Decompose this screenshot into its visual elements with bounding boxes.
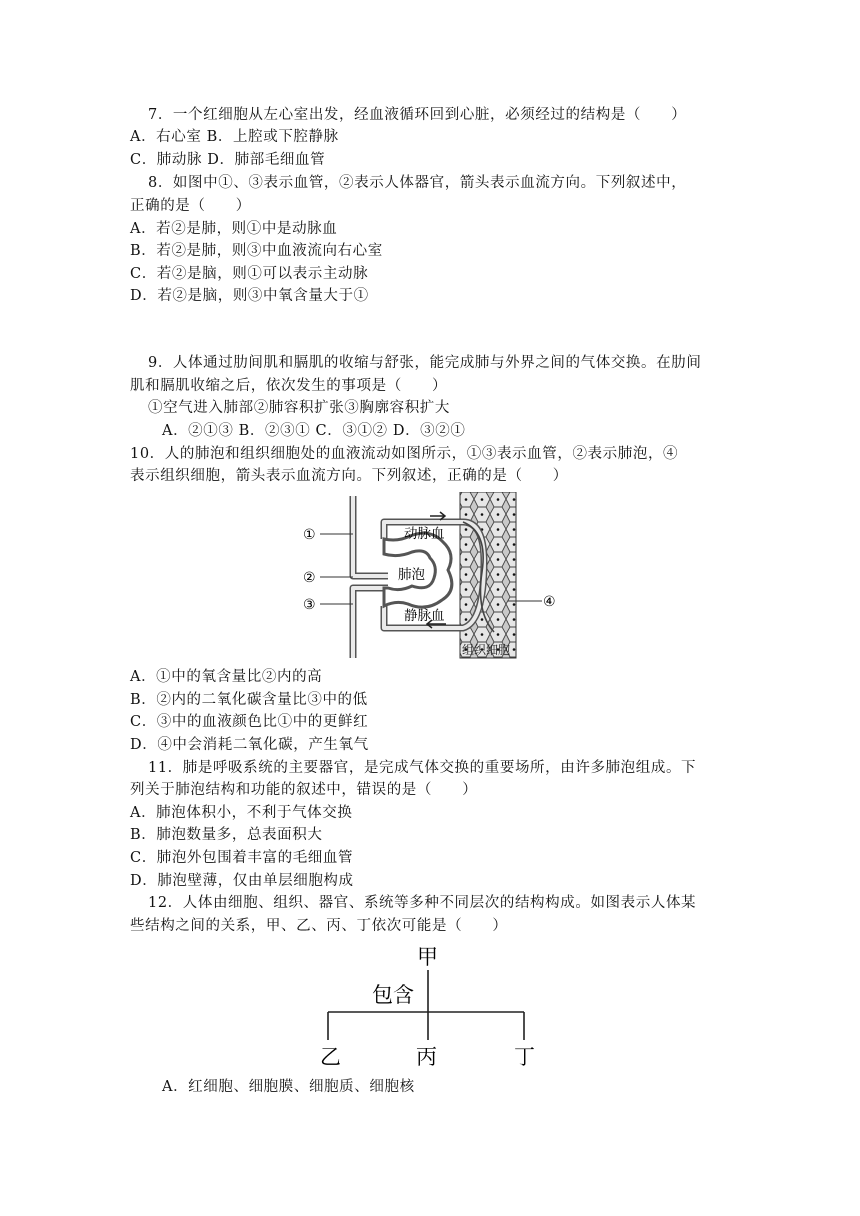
node-left: 乙 — [320, 1045, 341, 1069]
node-right: 丁 — [514, 1045, 535, 1069]
q8-option-d: D．若②是脑，则③中氧含量大于① — [130, 288, 369, 304]
q9-options: A．②①③ B．②③① C．③①② D．③②① — [162, 423, 466, 439]
q8-option-c: C．若②是脑，则①可以表示主动脉 — [130, 266, 369, 282]
label-vein: 静脉血 — [404, 608, 445, 624]
label-2: ② — [303, 570, 316, 586]
tissue-cells-block — [460, 492, 516, 658]
q12-stem-line2: 些结构之间的关系，甲、乙、丙、丁依次可能是（ ） — [130, 918, 508, 934]
label-tissue-cells: 组织细胞 — [462, 643, 511, 657]
q7-options-cd: C．肺动脉 D．肺部毛细血管 — [130, 152, 326, 168]
q9-items: ①空气进入肺部②肺容积扩张③胸廓容积扩大 — [148, 400, 450, 416]
q8-stem-line2: 正确的是（ ） — [130, 198, 251, 214]
label-1: ① — [303, 527, 316, 543]
q10-option-c: C．③中的血液颜色比①中的更鲜红 — [130, 714, 369, 730]
relation-label: 包含 — [372, 983, 414, 1007]
q8-option-b: B．若②是肺，则③中血液流向右心室 — [130, 243, 383, 259]
q10-stem-line2: 表示组织细胞，箭头表示血流方向。下列叙述，正确的是（ ） — [130, 468, 568, 484]
hierarchy-diagram — [318, 940, 548, 1070]
node-top: 甲 — [417, 945, 438, 969]
q8-stem-line1: 8．如图中①、③表示血管，②表示人体器官，箭头表示血流方向。下列叙述中， — [148, 175, 687, 191]
label-alveolus: 肺泡 — [398, 567, 425, 583]
label-artery: 动脉血 — [404, 526, 445, 542]
q10-option-d: D．④中会消耗二氧化碳，产生氧气 — [130, 737, 369, 753]
q11-option-d: D．肺泡壁薄，仅由单层细胞构成 — [130, 873, 354, 889]
q11-option-a: A．肺泡体积小，不利于气体交换 — [130, 805, 353, 821]
q9-stem-line2: 肌和膈肌收缩之后，依次发生的事项是（ ） — [130, 378, 448, 394]
q12-option-a: A．红细胞、细胞膜、细胞质、细胞核 — [162, 1079, 415, 1095]
q12-stem-line1: 12．人体由细胞、组织、器官、系统等多种不同层次的结构构成。如图表示人体某 — [148, 895, 697, 911]
q7-options-ab: A．右心室 B．上腔或下腔静脉 — [130, 129, 339, 145]
q10-option-a: A．①中的氧含量比②内的高 — [130, 669, 323, 685]
q11-option-c: C．肺泡外包围着丰富的毛细血管 — [130, 850, 354, 866]
q8-option-a: A．若②是肺，则①中是动脉血 — [130, 221, 338, 237]
q9-stem-line1: 9．人体通过肋间肌和膈肌的收缩与舒张，能完成肺与外界之间的气体交换。在肋间 — [148, 355, 702, 371]
q11-option-b: B．肺泡数量多，总表面积大 — [130, 827, 323, 843]
label-3: ③ — [303, 597, 316, 613]
alveolus-tissue-diagram — [298, 492, 560, 660]
q10-stem-line1: 10．人的肺泡和组织细胞处的血液流动如图所示，①③表示血管，②表示肺泡，④ — [130, 446, 679, 462]
q7-stem: 7．一个红细胞从左心室出发，经血液循环回到心脏，必须经过的结构是（ ） — [148, 107, 687, 123]
node-middle: 丙 — [416, 1045, 437, 1069]
q11-stem-line1: 11．肺是呼吸系统的主要器官，是完成气体交换的重要场所，由许多肺泡组成。下 — [148, 760, 697, 776]
q10-option-b: B．②内的二氧化碳含量比③中的低 — [130, 692, 368, 708]
q11-stem-line2: 列关于肺泡结构和功能的叙述中，错误的是（ ） — [130, 782, 478, 798]
label-4: ④ — [543, 594, 556, 610]
